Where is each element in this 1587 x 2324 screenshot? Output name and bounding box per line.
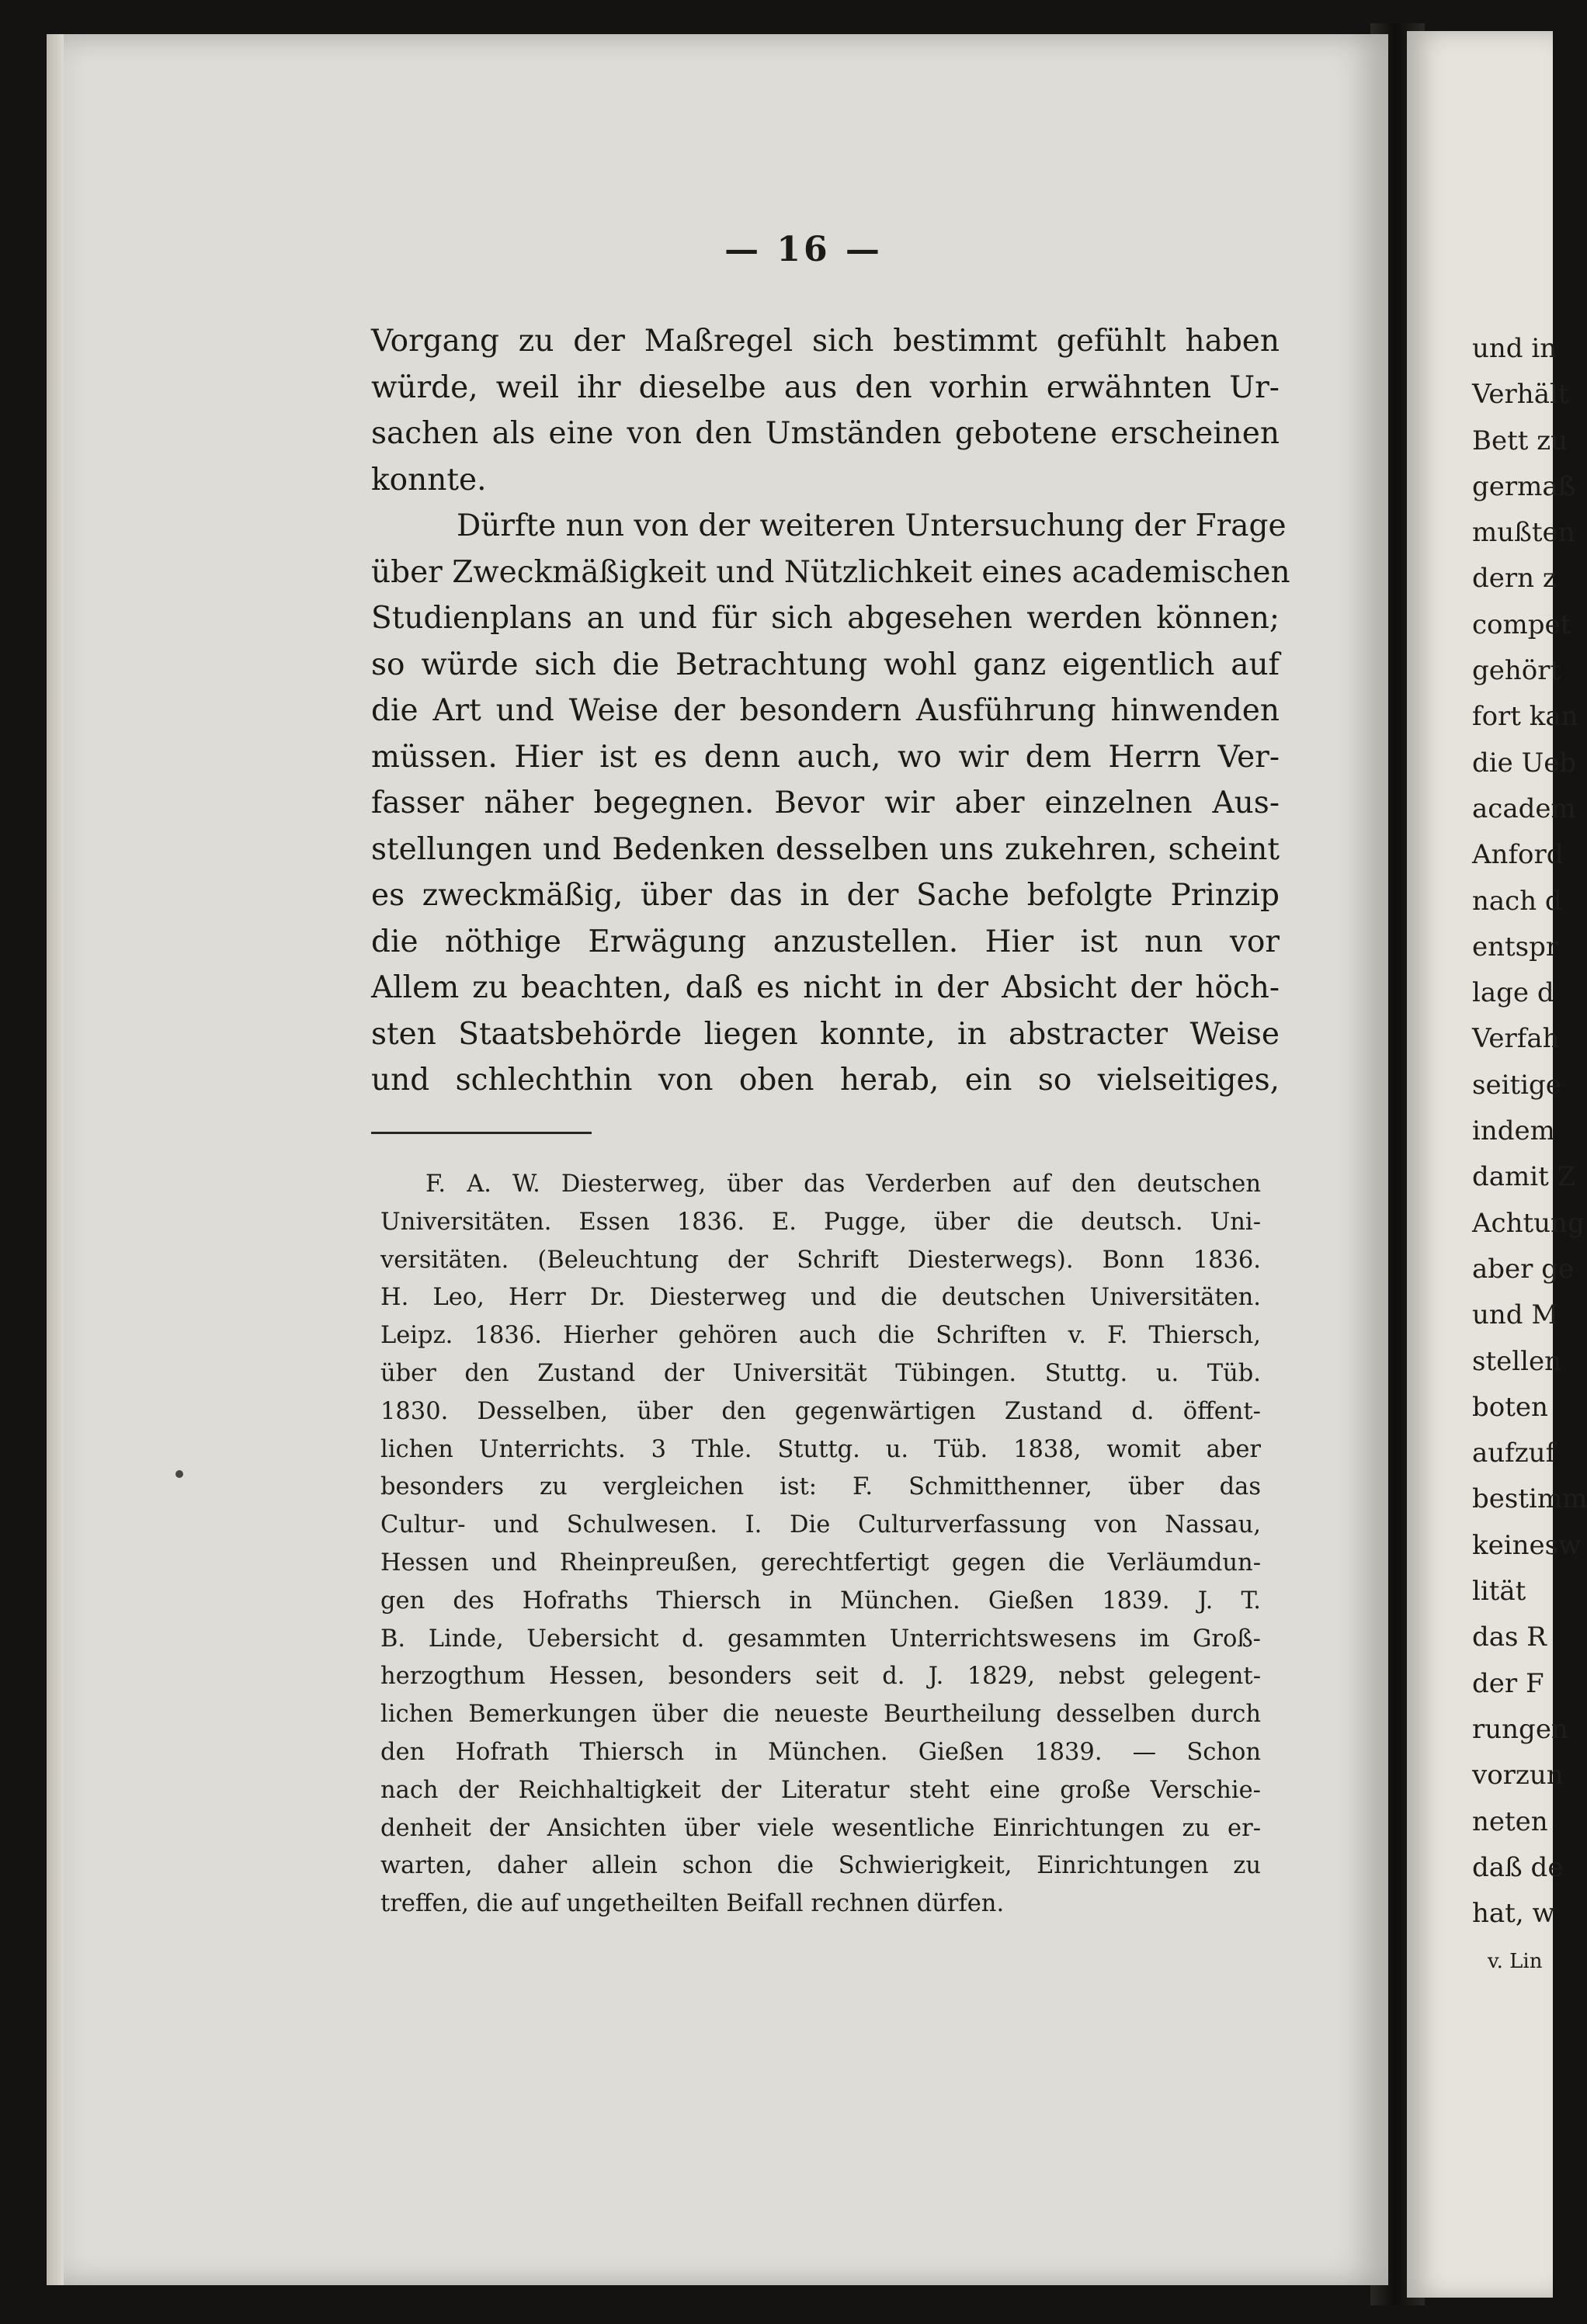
text-line: so würde sich die Betrachtung wohl ganz eigentlich auf (371, 647, 1280, 682)
text-line: Studienplans an und für sich abgesehen werden können; (371, 601, 1280, 636)
text-line: und schlechthin von oben herab, ein so vielseitiges, (371, 1063, 1280, 1098)
right-text-line: Achtung (1472, 1207, 1585, 1239)
text-line: fasser näher begegnen. Bevor wir aber einzelnen Aus- (371, 786, 1280, 820)
right-text-line: mußten (1472, 517, 1575, 549)
right-text-line: boten (1472, 1391, 1548, 1423)
right-text-line: aufzuf (1472, 1438, 1556, 1469)
footnote-line: warten, daher allein schon die Schwierigkeit, Einrichtungen zu (380, 1852, 1261, 1880)
text-line: Dürfte nun von der weiteren Untersuchung der Frage (457, 508, 1287, 543)
footnote-line: F. A. W. Diesterweg, über das Verderben auf den deutschen (425, 1171, 1261, 1198)
footnote-line: lichen Unterrichts. 3 Thle. Stuttg. u. Tüb. 1838, womit aber (380, 1435, 1261, 1463)
footnote-rule (371, 1132, 592, 1134)
right-text-line: die Ueb (1472, 747, 1577, 779)
footnote-line: 1830. Desselben, über den gegenwärtigen Zustand d. öffent- (380, 1397, 1261, 1425)
ink-dot (175, 1470, 183, 1478)
footnote-line: herzogthum Hessen, besonders seit d. J. 1829, nebst gelegent- (380, 1663, 1261, 1691)
right-text-line: Anford (1472, 839, 1564, 871)
text-line: müssen. Hier ist es denn auch, wo wir dem Herrn Ver- (371, 739, 1280, 775)
right-text-line: germaß (1472, 470, 1576, 502)
right-text-line: compet (1472, 609, 1571, 640)
right-page-footnote: v. Lin (1488, 1950, 1543, 1973)
right-text-line: rungen (1472, 1713, 1568, 1745)
footnote-line: über den Zustand der Universität Tübingen. Stuttg. u. Tüb. (380, 1359, 1261, 1387)
text-line: über Zweckmäßigkeit und Nützlichkeit eines academischen (371, 554, 1290, 590)
footnote-line: nach der Reichhaltigkeit der Literatur steht eine große Verschie- (380, 1776, 1261, 1804)
text-line: Allem zu beachten, daß es nicht in der Absicht der höch- (371, 970, 1280, 1005)
right-text-line: hat, w (1472, 1898, 1555, 1930)
footnote-line: Universitäten. Essen 1836. E. Pugge, über die deutsch. Uni- (380, 1208, 1261, 1236)
right-text-line: seitige (1472, 1069, 1561, 1101)
right-text-line: dern z (1472, 563, 1557, 595)
main-text-block (371, 318, 1290, 1104)
right-text-line: entspr (1472, 931, 1559, 963)
right-text-line: vorzun (1472, 1760, 1564, 1792)
right-text-line: und in (1472, 333, 1557, 364)
right-text-line: daß de (1472, 1851, 1564, 1883)
footnote-line: versitäten. (Beleuchtung der Schrift Diesterwegs). Bonn 1836. (380, 1246, 1261, 1274)
text-line: stellungen und Bedenken desselben uns zukehren, scheint (371, 831, 1280, 867)
footnote-line: H. Leo, Herr Dr. Diesterweg und die deutschen Universitäten. (380, 1284, 1261, 1312)
right-text-line: lage d (1472, 977, 1554, 1009)
footnote-line: den Hofrath Thiersch in München. Gießen 1839. — Schon (380, 1738, 1261, 1766)
right-text-line: stellen (1472, 1345, 1561, 1377)
right-text-line: lität (1472, 1576, 1526, 1608)
right-text-line: Verfah (1472, 1023, 1560, 1055)
right-text-line: academ (1472, 793, 1576, 824)
footnote-line: Hessen und Rheinpreußen, gerechtfertigt gegen die Verläumdun- (380, 1549, 1261, 1577)
footnote-line: denheit der Ansichten über viele wesentliche Einrichtungen zu er- (380, 1814, 1261, 1842)
right-text-line: und M (1472, 1299, 1559, 1331)
right-text-line: bestimm (1472, 1483, 1587, 1515)
footnote-line: treffen, die auf ungetheilten Beifall rechnen dürfen. (380, 1890, 1005, 1918)
text-line: konnte. (371, 462, 487, 498)
right-text-line: keinesw (1472, 1529, 1582, 1561)
footnote-line: besonders zu vergleichen ist: F. Schmitthenner, über das (380, 1473, 1261, 1501)
footnote-line: lichen Bemerkungen über die neueste Beurtheilung desselben durch (380, 1701, 1261, 1729)
right-text-line: nach d (1472, 885, 1562, 917)
right-text-line: aber ge (1472, 1253, 1575, 1285)
footnote-block (380, 1166, 1261, 1923)
page-number-text: — 16 — (724, 230, 883, 269)
right-text-line: Verhält (1472, 379, 1569, 411)
text-line: die nöthige Erwägung anzustellen. Hier ist nun vor (371, 924, 1280, 959)
right-text-line: neten (1472, 1805, 1548, 1837)
text-line: Vorgang zu der Maßregel sich bestimmt gefühlt haben (371, 324, 1280, 359)
right-text-line: Bett zu (1472, 425, 1568, 456)
footnote-line: gen des Hofraths Thiersch in München. Gießen 1839. J. T. (380, 1587, 1261, 1615)
footnote-line: Cultur- und Schulwesen. I. Die Culturverfassung von Nassau, (380, 1511, 1261, 1539)
right-text-line: indem (1472, 1115, 1555, 1147)
right-text-line: gehört (1472, 655, 1561, 687)
page-edge (47, 34, 64, 2285)
text-line: die Art und Weise der besondern Ausführung hinwenden (371, 693, 1280, 728)
footnote-line: Leipz. 1836. Hierher gehören auch die Schriften v. F. Thiersch, (380, 1322, 1261, 1350)
text-line: sten Staatsbehörde liegen konnte, in abstracter Weise (371, 1016, 1280, 1052)
text-line: sachen als eine von den Umständen gebotene erscheinen (371, 416, 1280, 451)
text-line: würde, weil ihr dieselbe aus den vorhin erwähnten Ur- (371, 369, 1280, 405)
page-number (0, 230, 1553, 269)
right-page-text (1472, 326, 1587, 1937)
right-text-line: das R (1472, 1622, 1547, 1653)
footnote-line: B. Linde, Uebersicht d. gesammten Unterrichtswesens im Groß- (380, 1625, 1261, 1653)
right-text-line: fort kan (1472, 701, 1578, 733)
right-text-line: der F (1472, 1667, 1544, 1699)
text-line: es zweckmäßig, über das in der Sache befolgte Prinzip (371, 878, 1280, 913)
right-text-line: damit Z (1472, 1161, 1576, 1193)
